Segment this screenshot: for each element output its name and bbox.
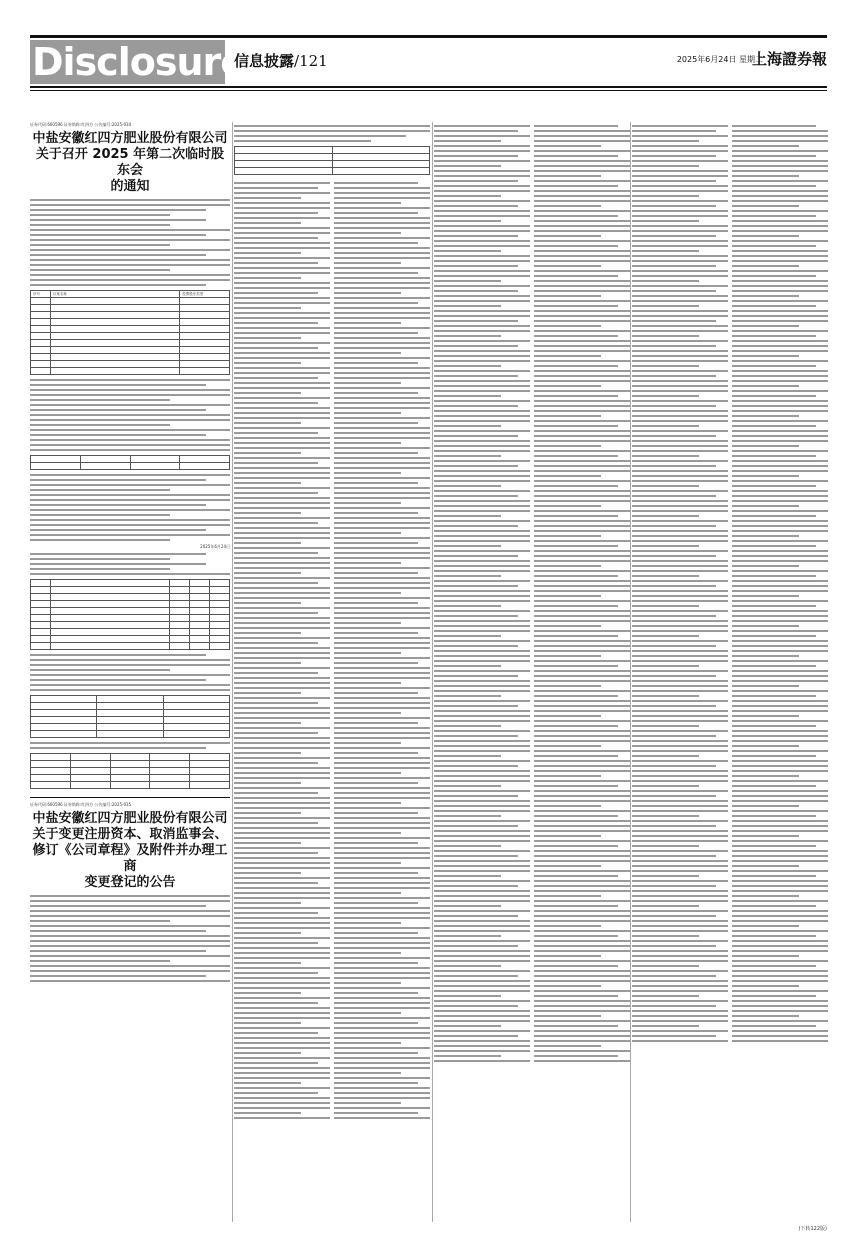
original-clause-column	[234, 179, 330, 1122]
masthead-rule	[30, 86, 827, 88]
masthead	[30, 40, 827, 84]
comparison-columns	[234, 179, 430, 1122]
notice-date: 2025年6月24日	[200, 544, 230, 549]
article-registered-capital-change	[30, 797, 230, 982]
column-3	[434, 122, 630, 1065]
body-text-block	[30, 379, 230, 451]
revised-clause-column	[534, 122, 630, 1065]
comparison-columns	[434, 122, 630, 1065]
example-table	[30, 753, 230, 789]
revised-clause-column	[334, 179, 430, 1122]
table-header-cell: 投票股东类型	[180, 291, 230, 298]
newspaper-name: 上海證券報	[751, 50, 827, 68]
body-text-block	[30, 895, 230, 982]
headline-line: 关于变更注册资本、取消监事会、	[32, 827, 228, 842]
registration-table	[30, 455, 230, 470]
section-name: 信息披露	[234, 52, 295, 70]
page-number: /121	[294, 52, 328, 70]
headline-line: 的通知	[110, 179, 150, 194]
proxy-voting-table	[30, 579, 230, 650]
column-divider	[232, 122, 233, 1222]
article-headline	[30, 131, 230, 195]
disclosure-brand: Disclosure	[32, 40, 246, 84]
article-headline	[30, 811, 230, 891]
issue-date: 2025年6月24日 星期二	[676, 55, 763, 64]
headline-line: 关于召开 2025 年第二次临时股东会	[35, 147, 225, 178]
masthead-rule-thin	[30, 90, 827, 91]
body-text-block	[30, 654, 230, 691]
section-title	[234, 50, 328, 71]
headline-line: 修订《公司章程》及附件并办理工商	[32, 843, 228, 874]
headline-line: 中盐安徽红四方肥业股份有限公司	[32, 811, 228, 826]
revised-clause-column	[732, 122, 828, 1045]
body-text-block	[30, 474, 230, 541]
top-rule	[30, 35, 827, 38]
column-divider	[432, 122, 433, 1222]
column-2	[234, 122, 430, 1122]
table-header-cell: 议案名称	[50, 291, 179, 298]
cumulative-voting-table	[30, 695, 230, 738]
body-text-block	[234, 125, 430, 142]
proxy-form-text	[30, 553, 230, 575]
column-divider	[630, 122, 631, 1222]
article-shareholder-meeting-notice	[30, 122, 230, 789]
original-clause-column	[434, 122, 530, 1065]
continued-note: (下转122版)	[798, 1226, 827, 1232]
motions-table	[30, 290, 230, 375]
article-meta: 证券代码:600596 证券简称:红四方 公告编号:2025-034	[30, 122, 132, 127]
headline-line: 变更登记的公告	[84, 875, 176, 890]
table-header-cell: 序号	[31, 291, 51, 298]
comparison-columns	[632, 122, 828, 1045]
articles-comparison-table	[234, 146, 430, 175]
headline-line: 中盐安徽红四方肥业股份有限公司	[32, 131, 228, 146]
article-meta: 证券代码:600596 证券简称:红四方 公告编号:2025-035	[30, 802, 132, 807]
column-4	[632, 122, 828, 1045]
column-1	[30, 122, 230, 985]
body-text-block	[30, 742, 230, 749]
original-clause-column	[632, 122, 728, 1045]
body-text-block	[30, 199, 230, 286]
